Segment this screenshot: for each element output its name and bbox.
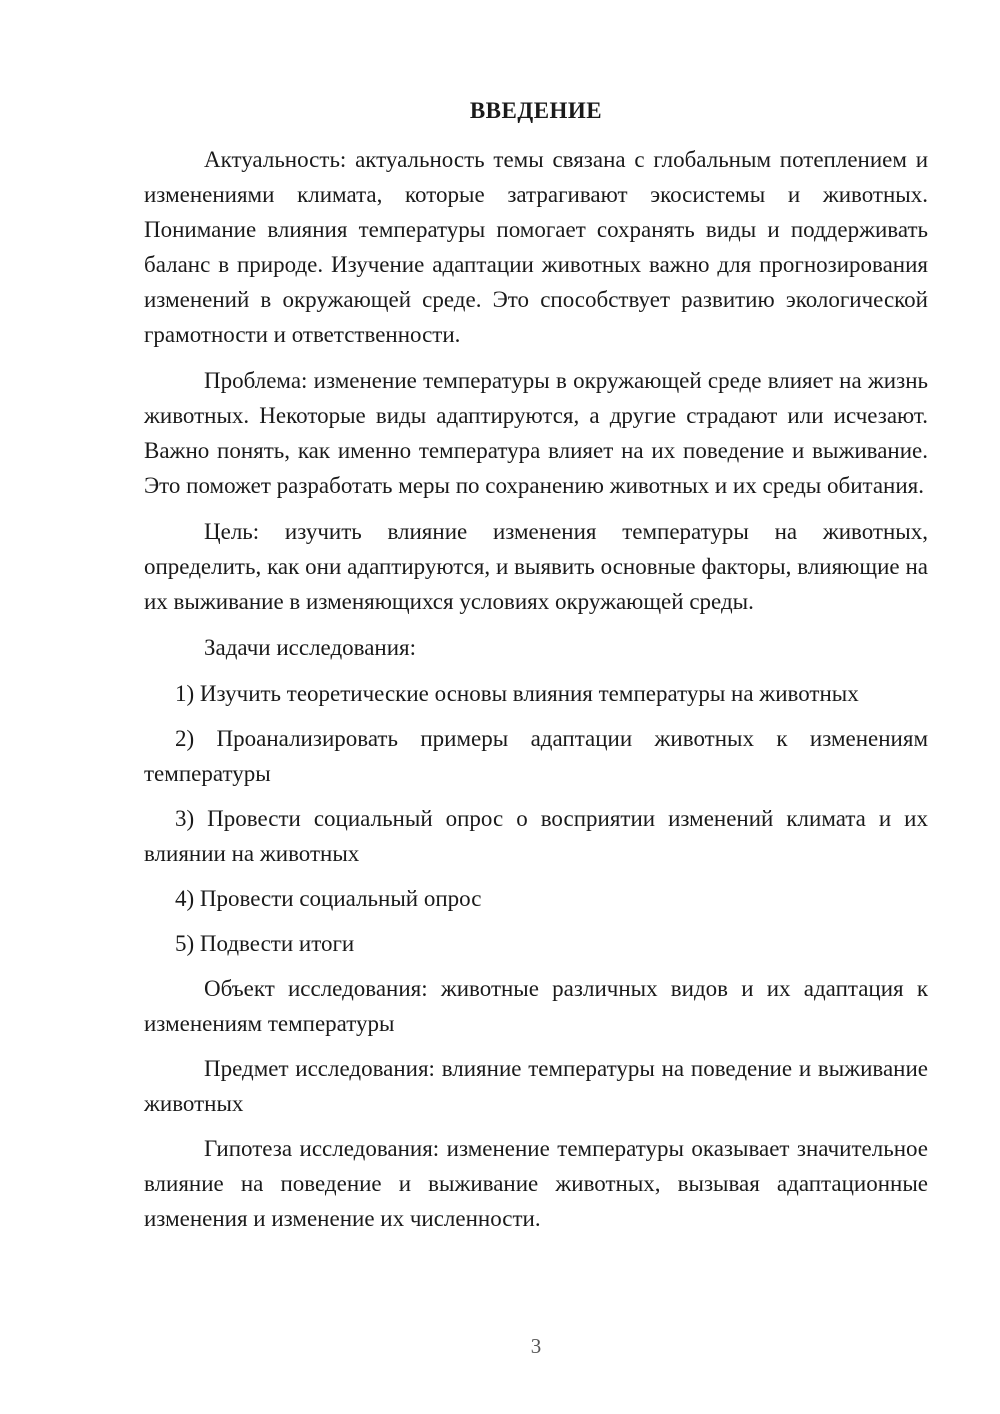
page-number: 3 xyxy=(530,1334,542,1358)
task-item-1: 1) Изучить теоретические основы влияния температуры на животных xyxy=(175,681,859,706)
task-item-4: 4) Провести социальный опрос xyxy=(175,886,482,911)
relevance-paragraph: Актуальность: актуальность темы связана с глобальным потеплением и изменениями климата, которые затрагивают экосистемы и животных. Понимание влияния температуры помогает сохранять виды и поддерживать баланс в природе. Изучение адаптации животных важно для прогнозирования изменений в окружающей среде. Это способствует развитию экологической грамотности и ответственности. xyxy=(144,147,928,347)
page-title: ВВЕДЕНИЕ xyxy=(469,98,603,123)
document-body xyxy=(144,142,928,1246)
tasks-heading: Задачи исследования: xyxy=(204,635,417,660)
object-paragraph: Объект исследования: животные различных видов и их адаптация к изменениям температуры xyxy=(144,976,928,1036)
subject-paragraph: Предмет исследования: влияние температуры на поведение и выживание животных xyxy=(144,1056,928,1116)
goal-paragraph: Цель: изучить влияние изменения температуры на животных, определить, как они адаптируются, и выявить основные факторы, влияющие на их выживание в изменяющихся условиях окружающей среды. xyxy=(144,519,928,614)
problem-paragraph: Проблема: изменение температуры в окружающей среде влияет на жизнь животных. Некоторые виды адаптируются, а другие страдают или исчезают. Важно понять, как именно температура влияет на их поведение и выживание. Это поможет разработать меры по сохранению животных и их среды обитания. xyxy=(144,368,928,498)
task-item-5: 5) Подвести итоги xyxy=(175,931,355,956)
hypothesis-paragraph: Гипотеза исследования: изменение температуры оказывает значительное влияние на поведение и выживание животных, вызывая адаптационные изменения и изменение их численности. xyxy=(144,1136,928,1231)
task-item-2: 2) Проанализировать примеры адаптации животных к изменениям температуры xyxy=(144,726,928,786)
task-item-3: 3) Провести социальный опрос о восприятии изменений климата и их влиянии на животных xyxy=(144,806,928,866)
